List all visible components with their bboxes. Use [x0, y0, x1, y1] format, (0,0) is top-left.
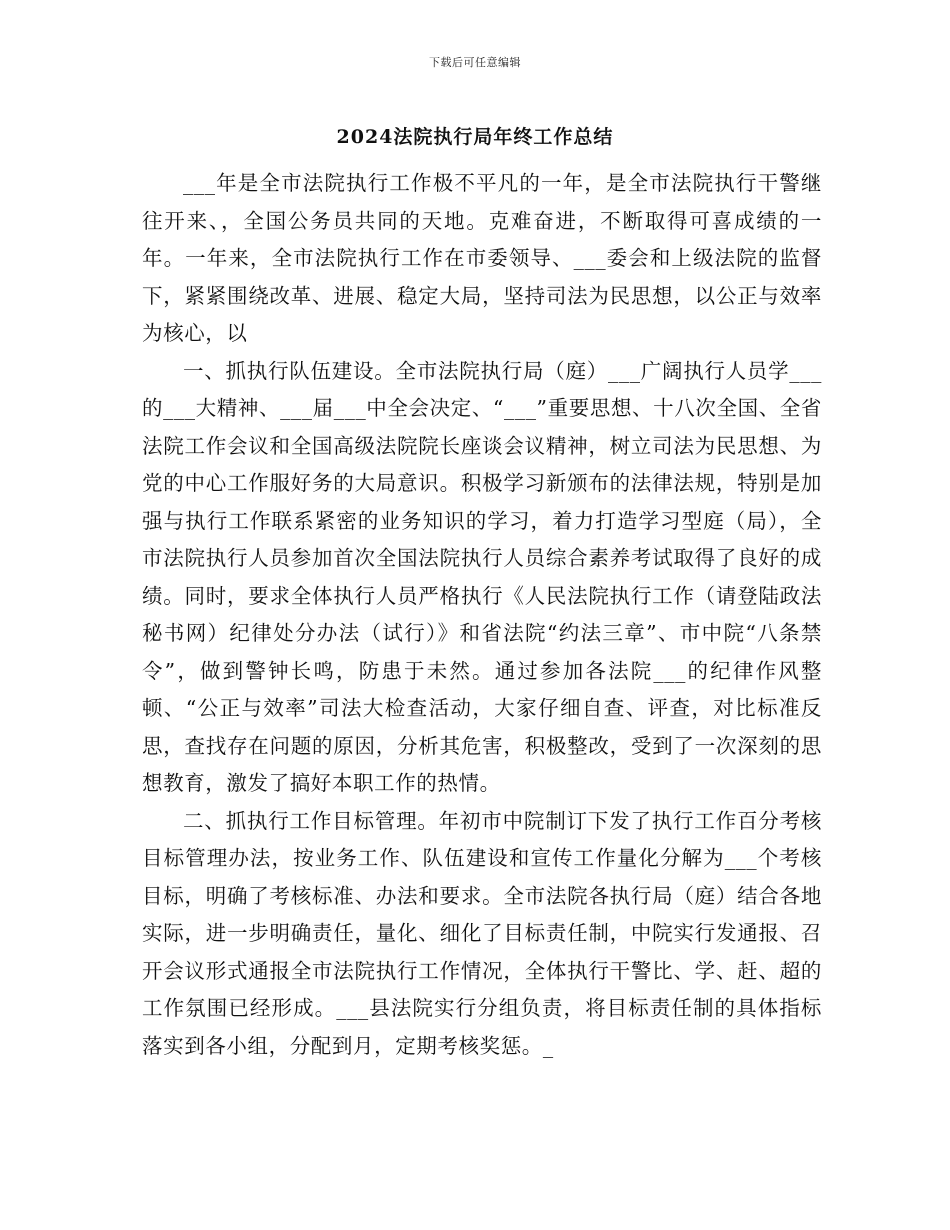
paragraph-team-building: 一、抓执行队伍建设。全市法院执行局（庭）___广阔执行人员学___的___大精神、___届___中全会决定、“___”重要思想、十八次全国、全省法院工作会议和全国高级法院院长座谈会议精神，树立司法为民思想、为党的中心工作服好务的大局意识。积极学习新颁布的法律法规，特别是加强与执行工作联系紧密的业务知识的学习，着力打造学习型庭（局），全市法院执行人员参加首次全国法院执行人员综合素养考试取得了良好的成绩。同时，要求全体执行人员严格执行《人民法院执行工作（请登陆政法秘书网）纪律处分办法（试行）》和省法院“约法三章”、市中院“八条禁令”，做到警钟长鸣，防患于未然。通过参加各法院___的纪律作风整顿、“公正与效率”司法大检查活动，大家仔细自查、评查，对比标准反思，查找存在问题的原因，分析其危害，积极整改，受到了一次深刻的思想教育，激发了搞好本职工作的热情。: [142, 358, 822, 795]
header-note: 下载后可任意编辑: [429, 56, 521, 69]
document-title: 2024法院执行局年终工作总结: [336, 126, 614, 148]
paragraph-intro: ___年是全市法院执行工作极不平凡的一年，是全市法院执行干警继往开来、，全国公务员共同的天地。克难奋进，不断取得可喜成绩的一年。一年来，全市法院执行工作在市委领导、___委会和上级法院的监督下，紧紧围绕改革、进展、稳定大局，坚持司法为民思想，以公正与效率为核心，以: [142, 171, 822, 345]
paragraph-target-management: 二、抓执行工作目标管理。年初市中院制订下发了执行工作百分考核目标管理办法，按业务工作、队伍建设和宣传工作量化分解为___个考核目标，明确了考核标准、办法和要求。全市法院各执行局（庭）结合各地实际，进一步明确责任，量化、细化了目标责任制，中院实行发通报、召开会议形式通报全市法院执行工作情况，全体执行干警比、学、赶、超的工作氛围已经形成。___县法院实行分组负责，将目标责任制的具体指标落实到各小组，分配到月，定期考核奖惩。_: [142, 808, 822, 1058]
document-body: [142, 165, 822, 1065]
